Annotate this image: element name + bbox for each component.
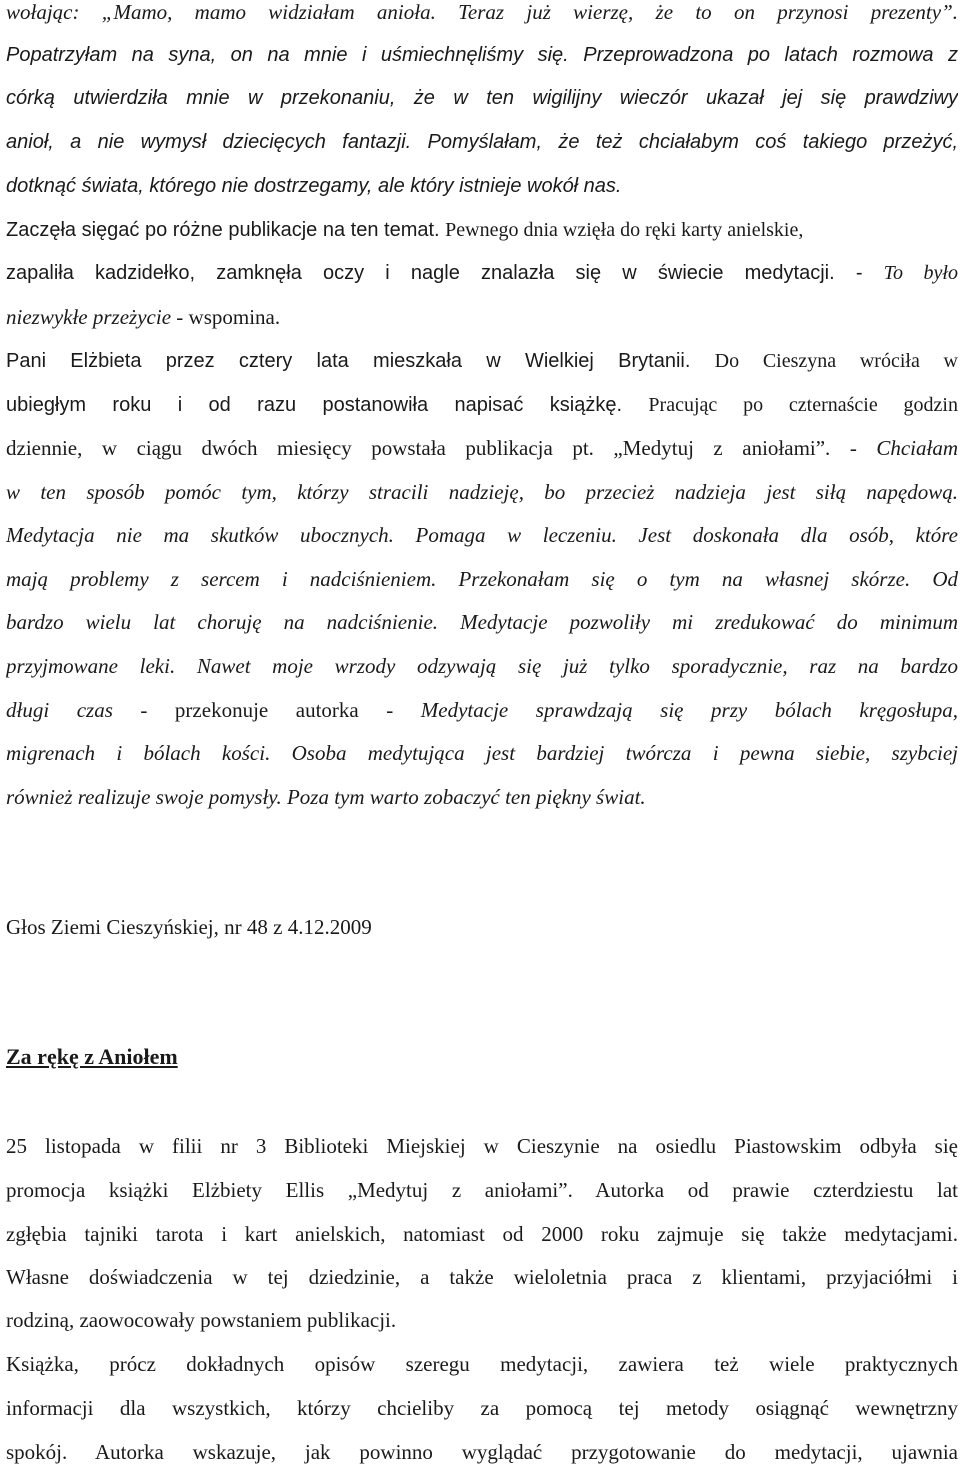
text-line (6, 1430, 958, 1474)
text-line (6, 383, 958, 427)
text-line (6, 120, 958, 164)
text-line (6, 208, 958, 252)
text-run: przyjmowane leki. Nawet moje wrzody odzywają się już tylko sporadycznie, raz na bardzo (6, 654, 958, 678)
text-run: mają problemy z sercem i nadciśnieniem. Przekonałam się o tym na własnej skórze. Od (6, 567, 958, 591)
text-run: zgłębia tajniki tarota i kart anielskich, natomiast od 2000 roku zajmuje się także medytacjami. (6, 1222, 958, 1246)
title-text: Za rękę z Aniołem (6, 1044, 178, 1069)
text-run: dotknąć świata, którego nie dostrzegamy, ale który istnieje wokół nas. (6, 175, 622, 197)
text-line (6, 600, 958, 644)
source-citation (6, 905, 958, 949)
text-run: zapaliła kadzidełko, zamknęła oczy i nagle znalazła się w świecie medytacji. - (6, 262, 884, 284)
text-line (6, 164, 958, 208)
text-line (6, 513, 958, 557)
text-run: Książka, prócz dokładnych opisów szeregu medytacji, zawiera też wiele praktycznych (6, 1352, 958, 1376)
text-run: Popatrzyłam na syna, on na mnie i uśmiechnęliśmy się. Przeprowadzona po latach rozmowa z (6, 44, 958, 66)
text-line (6, 1342, 958, 1386)
text-run: wołając: „Mamo, mamo widziałam anioła. Teraz już wierzę, że to on przynosi prezenty”. (6, 0, 958, 24)
text-run: córką utwierdziła mnie w przekonaniu, że w ten wigilijny wieczór ukazał jej się prawdziwy (6, 87, 958, 109)
text-run: Zaczęła sięgać po różne publikacje na ten temat. (6, 219, 446, 241)
text-line (6, 470, 958, 514)
text-line (6, 731, 958, 775)
text-run: 25 listopada w filii nr 3 Biblioteki Miejskiej w Cieszynie na osiedlu Piastowskim odbyła się (6, 1134, 958, 1158)
text-run: Głos Ziemi Cieszyńskiej, nr 48 z 4.12.2009 (6, 915, 372, 939)
text-line (6, 33, 958, 77)
text-run: Do Cieszyna wróciła w (714, 350, 958, 372)
text-run: ubiegłym roku i od razu postanowiła napisać książkę. (6, 394, 649, 416)
text-run: - przekonuje autorka - (112, 698, 421, 722)
text-run: Medytacje sprawdzają się przy bólach kręgosłupa, (420, 698, 958, 722)
text-line (6, 76, 958, 120)
text-run: Pomyślałam, że też chciałabym coś takiego przeżyć, (427, 131, 958, 153)
text-line (6, 557, 958, 601)
text-run: Chciałam (876, 436, 958, 460)
text-run: spokój. Autorka wskazuje, jak powinno wyglądać przygotowanie do medytacji, ujawnia (6, 1440, 958, 1464)
text-line (6, 688, 958, 732)
text-line (6, 775, 958, 819)
text-line (6, 1386, 958, 1430)
text-line (6, 339, 958, 383)
text-line (6, 1298, 958, 1342)
text-line (6, 251, 958, 295)
text-run: Pracując po czternaście godzin (648, 394, 958, 416)
text-run: Pewnego dnia wzięła do ręki karty anielskie, (445, 219, 804, 241)
text-run: informacji dla wszystkich, którzy chcieliby za pomocą tej metody osiągnąć wewnętrzny (6, 1396, 958, 1420)
text-run: również realizuje swoje pomysły. Poza tym warto zobaczyć ten piękny świat. (6, 785, 646, 809)
text-line (6, 1168, 958, 1212)
text-run: promocja książki Elżbiety Ellis „Medytuj z aniołami”. Autorka od prawie czterdziestu lat (6, 1178, 958, 1202)
text-run: rodziną, zaowocowały powstaniem publikacji. (6, 1308, 397, 1332)
text-run: w ten sposób pomóc tym, którzy stracili nadzieję, bo przecież nadzieja jest siłą napędową. (6, 480, 958, 504)
text-line (6, 1212, 958, 1256)
text-run: To było (883, 262, 958, 284)
text-line (6, 1124, 958, 1168)
text-run: bardzo wielu lat choruję na nadciśnienie. Medytacje pozwoliły mi zredukować do minimum (6, 610, 958, 634)
text-run: Własne doświadczenia w tej dziedzinie, a także wieloletnia praca z klientami, przyjaciółmi i (6, 1265, 958, 1289)
text-line (6, 426, 958, 470)
text-run: dziennie, w ciągu dwóch miesięcy powstała publikacja pt. „Medytuj z aniołami”. - (6, 436, 877, 460)
text-run: - wspomina. (171, 305, 281, 329)
text-line (6, 1255, 958, 1299)
text-run: niezwykłe przeżycie (6, 305, 172, 329)
article-title (6, 1035, 958, 1079)
text-run: anioł, a nie wymysł dziecięcych fantazji. (6, 131, 428, 153)
text-run: Medytacja nie ma skutków ubocznych. Pomaga w leczeniu. Jest doskonała dla osób, które (6, 523, 958, 547)
text-run: długi czas (6, 698, 113, 722)
text-run: migrenach i bólach kości. Osoba medytująca jest bardziej twórcza i pewna siebie, szybciej (6, 741, 958, 765)
text-line (6, 295, 958, 339)
text-run: Pani Elżbieta przez cztery lata mieszkała w Wielkiej Brytanii. (6, 350, 715, 372)
text-line (6, 0, 958, 34)
text-line (6, 644, 958, 688)
